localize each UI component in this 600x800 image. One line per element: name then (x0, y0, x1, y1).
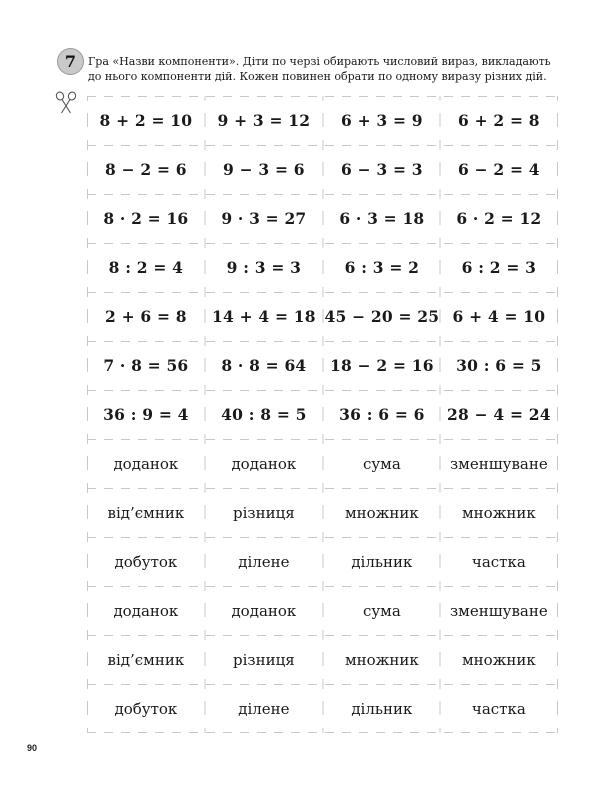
card-term: дільник (351, 552, 413, 571)
card-expression: 6 + 2 = 8 (458, 111, 540, 130)
card-term: різниця (233, 503, 295, 522)
card-expression: 6 · 3 = 18 (339, 209, 425, 228)
card-expression: 6 − 3 = 3 (341, 160, 423, 179)
card-term: частка (471, 699, 526, 718)
page-number: 90 (27, 743, 38, 753)
card-term: множник (344, 650, 419, 669)
card-expression: 6 : 3 = 2 (344, 258, 420, 277)
card-expression: 40 : 8 = 5 (221, 405, 307, 424)
card-term: сума (362, 454, 401, 473)
card-expression: 6 : 2 = 3 (461, 258, 537, 277)
card-expression: 6 − 2 = 4 (458, 160, 540, 179)
card-expression: 30 : 6 = 5 (456, 356, 542, 375)
card-expression: 2 + 6 = 8 (105, 307, 187, 326)
scissors-icon (55, 91, 77, 115)
card-term: ділене (238, 699, 290, 718)
card-term: зменшуване (449, 454, 548, 473)
card-expression: 8 : 2 = 4 (108, 258, 184, 277)
card-expression: 6 · 2 = 12 (456, 209, 542, 228)
card-expression: 6 + 3 = 9 (341, 111, 423, 130)
card-expression: 45 − 20 = 25 (324, 307, 440, 326)
card-expression: 7 · 8 = 56 (103, 356, 189, 375)
card-expression: 8 · 8 = 64 (221, 356, 307, 375)
card-expression: 36 : 6 = 6 (339, 405, 425, 424)
card-term: множник (461, 650, 536, 669)
card-expression: 14 + 4 = 18 (212, 307, 316, 326)
task-instructions: Гра «Назви компоненти». Діти по черзі обирають числовий вираз, викладають до нього компоненти дій. Кожен повинен обрати по одному виразу різних дій. (88, 55, 551, 83)
card-term: від’ємник (107, 650, 185, 669)
card-expression: 9 : 3 = 3 (226, 258, 302, 277)
card-term: доданок (231, 601, 297, 620)
card-expression: 9 · 3 = 27 (221, 209, 307, 228)
card-expression: 36 : 9 = 4 (103, 405, 189, 424)
card-term: множник (344, 503, 419, 522)
card-term: частка (471, 552, 526, 571)
card-expression: 9 − 3 = 6 (223, 160, 305, 179)
card-expression: 6 + 4 = 10 (452, 307, 546, 326)
card-expression: 8 + 2 = 10 (99, 111, 193, 130)
card-term: сума (362, 601, 401, 620)
card-expression: 18 − 2 = 16 (330, 356, 434, 375)
cut-out-cards-grid (87, 96, 558, 733)
card-term: ділене (238, 552, 290, 571)
card-term: доданок (113, 454, 179, 473)
card-term: від’ємник (107, 503, 185, 522)
card-term: множник (461, 503, 536, 522)
card-term: доданок (231, 454, 297, 473)
card-expression: 28 − 4 = 24 (447, 405, 551, 424)
card-expression: 8 · 2 = 16 (103, 209, 189, 228)
card-term: зменшуване (449, 601, 548, 620)
task-number-badge: 7 (57, 48, 84, 75)
card-expression: 8 − 2 = 6 (105, 160, 187, 179)
card-term: добуток (114, 699, 178, 718)
card-term: дільник (351, 699, 413, 718)
card-term: добуток (114, 552, 178, 571)
card-term: різниця (233, 650, 295, 669)
card-expression: 9 + 3 = 12 (217, 111, 311, 130)
card-term: доданок (113, 601, 179, 620)
